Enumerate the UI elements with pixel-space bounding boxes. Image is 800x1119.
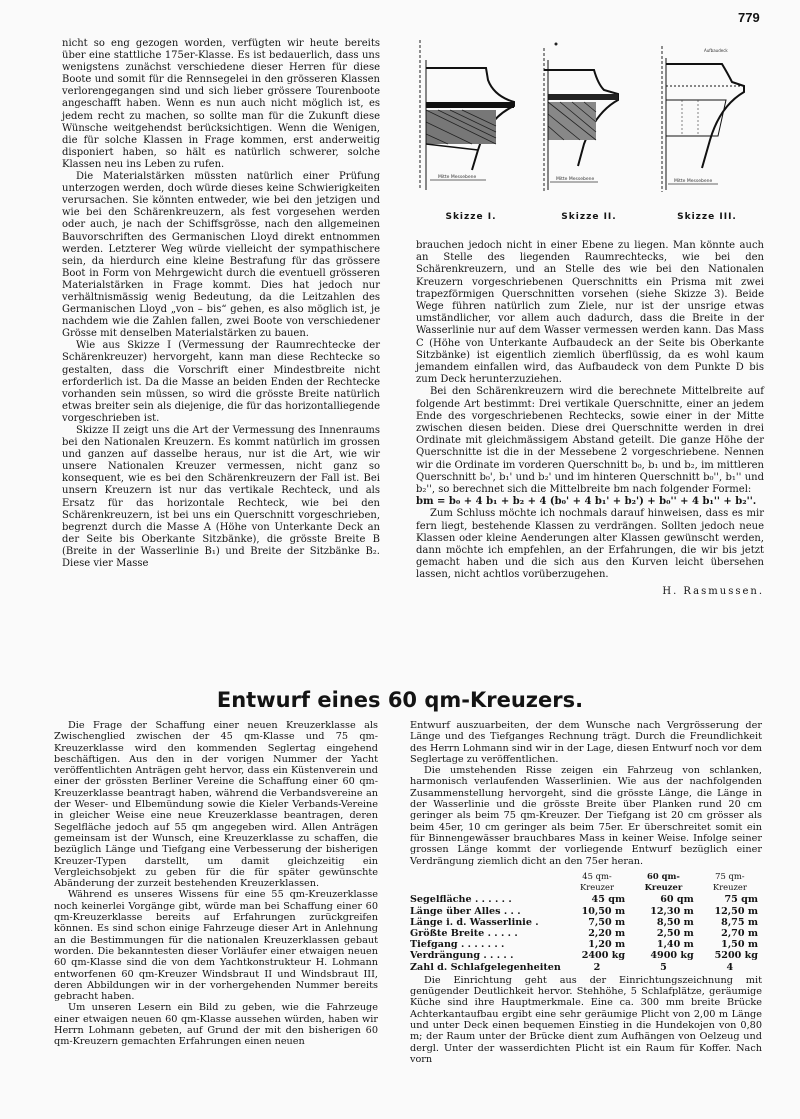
cell: 2	[593, 961, 601, 973]
svg-text:Mitte Messebene: Mitte Messebene	[556, 177, 595, 182]
table-row	[410, 928, 762, 939]
sketch-1-caption: Skizze I.	[445, 212, 497, 222]
table-header-blank	[410, 871, 565, 895]
table-header: 45 qm-Kreuzer	[580, 870, 614, 893]
cell: 8,50 m	[656, 916, 694, 928]
table-row	[410, 894, 762, 905]
cell: 10,50 m	[581, 905, 626, 917]
cell: 8,75 m	[721, 916, 758, 928]
top-right-column	[416, 240, 764, 598]
paragraph: Die Einrichtung geht aus der Einrichtungszeichnung mit genügender Deutlichkeit hervor. Stehhöhe, 5 Schlafplätze, geräumige Küche sind ihre Hauptmerkmale. Eine ca. 300 mm breite Brücke Achterkantaufbau ergibt eine sehr geräumige Plicht von 2,00 m Länge und unter Deck einen bequemen Einstieg in die Hundekojen von 0,80 m; der Raum unter der Brücke dient zum Aufhängen von Oelzeug und dergl. Unter der wasserdichten Plicht ist ein Raum für Koffer. Nach vorn	[410, 974, 762, 1065]
row-label: Tiefgang . . . . . . .	[410, 939, 505, 951]
table-row	[410, 950, 762, 961]
row-label: Größte Breite . . . . .	[410, 928, 518, 940]
cell: 12,30 m	[650, 905, 694, 917]
cell: 1,50 m	[721, 939, 758, 951]
sketch-1	[416, 40, 526, 205]
top-left-column	[62, 38, 380, 570]
row-label: Segelfläche . . . . . .	[410, 894, 512, 906]
row-label: Länge über Alles . . .	[410, 905, 521, 917]
cell: 1,20 m	[588, 939, 626, 951]
cell: 75 qm	[724, 894, 758, 906]
sketch-3-caption: Skizze III.	[677, 212, 737, 222]
sketch-2-caption: Skizze II.	[561, 212, 617, 222]
paragraph: Wie aus Skizze I (Vermessung der Raumrechtecke der Schärenkreuzer) hervorgeht, kann man diese Rechtecke so gestalten, dass die Vorschrift einer Mindestbreite nicht erforderlich ist. Da die Masse an beiden Enden der Rechtecke vorhanden sein müssen, so wird die grösste Breite natürlich etwas breiter sein als diejenige, die für das horizontalliegende vorgeschrieben ist.	[62, 340, 380, 424]
page-number: 779	[738, 10, 760, 25]
cell: 2400 kg	[581, 950, 626, 962]
cell: 1,40 m	[656, 939, 694, 951]
cell: 2,70 m	[721, 928, 758, 940]
cell: 2,20 m	[588, 928, 626, 940]
row-label: Zahl d. Schlafgelegenheiten	[410, 961, 561, 973]
paragraph: Entwurf auszuarbeiten, der dem Wunsche nach Vergrösserung der Länge und des Tiefganges Rechnung trägt. Durch die Freundlichkeit des Herrn Lohmann sind wir in der Lage, diesen Entwurf noch vor dem Seglertage zu veröffentlichen.	[410, 720, 762, 765]
cell: 45 qm	[591, 894, 626, 906]
svg-text:Mitte Messebene: Mitte Messebene	[438, 175, 477, 180]
author-signature: H. Rasmussen.	[662, 585, 764, 597]
formula: bm = b₀ + 4 b₁ + b₂ + 4 (b₀' + 4 b₁' + b₂') + b₀'' + 4 b₁'' + b₂''.	[416, 496, 757, 508]
table-header: 75 qm-Kreuzer	[712, 870, 747, 893]
paragraph: Die Frage der Schaffung einer neuen Kreuzerklasse als Zwischenglied zwischen der 45 qm-Klasse und 75 qm-Kreuzerklasse wird den kommenden Seglertag eingehend beschäftigen. Aus den in der vorigen Nummer der Yacht veröffentlichten Anträgen geht hervor, dass ein Küstenverein und einer der grössten Berliner Vereine die Schaffung einer 60 qm-Kreuzerklasse beantragt haben, während die Verbandsvereine an der Weser- und Elbemündung sowie die Kieler Verbands-Vereine in gleicher Weise eine neue Kreuzerklasse beantragen, deren Segelfläche jedoch auf 55 qm angegeben wird. Allen Anträgen gemeinsam ist der Wunsch, eine Kreuzerklasse zu schaffen, die bezüglich Länge und Tiefgang eine Verbesserung der bisherigen Kreuzer-Typen darstellt, um damit gleichzeitig ein Vergleichsobjekt zu geben für die für später gewünschte Abänderung der zurzeit bestehenden Kreuzerklassen.	[54, 720, 378, 890]
paragraph: Um unseren Lesern ein Bild zu geben, wie die Fahrzeuge einer etwaigen neuen 60 qm-Klasse aussehen würden, haben wir Herrn Lohmann gebeten, auf Grund der mit den bisherigen 60 qm-Kreuzern gemachten Erfahrungen einen neuen	[54, 1002, 378, 1048]
paragraph: Die Materialstärken müssten natürlich einer Prüfung unterzogen werden, doch würde dieses keine Schwierigkeiten verursachen. Sie könnten entweder, wie bei den jetzigen und wie bei den Schärenkreuzern, als fest vorgesehen werden oder auch, je nach der Schiffsgrösse, nach den allgemeinen Bauvorschriften des Germanischen Lloyd direkt entnommen werden. Letzterer Weg würde vielleicht der sympathischere sein, da hierdurch eine kleine Bestrafung für das grössere Boot in Form von Mehrgewicht durch die eventuell grösseren Materialstärken in Frage kommt. Dies hat jedoch nur verhältnismässig wenig Bedeutung, da die Leitzahlen des Germanischen Lloyd „von – bis“ gehen, es also möglich ist, je nachdem wie die Zahlen fallen, zwei Boote von verschiedener Grösse mit denselben Materialstärken zu bauen.	[62, 171, 380, 340]
cell: 5	[660, 961, 667, 973]
paragraph: Skizze II zeigt uns die Art der Vermessung des Innenraums bei den Nationalen Kreuzern. Es kommt natürlich im grossen und ganzen auf dasselbe heraus, nur ist die Art, wie wir unsere Nationalen Kreuzer vermessen, nicht ganz so konsequent, wie es bei den Schärenkreuzern der Fall ist. Bei unsern Kreuzern ist nur das vertikale Rechteck, und als Ersatz für das horizontale Rechteck, wie bei den Schärenkreuzern, ist bei uns ein Querschnitt vorgeschrieben, begrenzt durch die Masse A (Höhe von Unterkante Deck an der Seite bis Oberkante Sitzbänke), die grösste Breite B (Breite in der Wasserlinie B₁) und Breite der Sitzbänke B₂. Diese vier Masse	[62, 425, 380, 570]
table-row	[410, 962, 762, 973]
cell: 7,50 m	[588, 916, 626, 928]
paragraph: brauchen jedoch nicht in einer Ebene zu liegen. Man könnte auch an Stelle des liegenden Raumrechtecks, wie bei den Schärenkreuzern, und an Stelle des wie bei den Nationalen Kreuzern vorgeschriebenen Querschnitts ein Prisma mit zwei trapezförmigen Querschnitten vorsehen (siehe Skizze 3). Beide Wege führen natürlich zum Ziele, nur ist der unsrige etwas umständlicher, vor allem auch dadurch, dass die Breite in der Wasserlinie nur auf dem Wasser vermessen werden kann. Das Mass C (Höhe von Unterkante Aufbaudeck an der Seite bis Oberkante Sitzbänke) ist eigentlich ziemlich überflüssig, da es wohl kaum jemandem einfallen wird, das Aufbaudeck von dem Punkte D bis zum Deck herunterzuziehen.	[416, 240, 764, 386]
paragraph: Bei den Schärenkreuzern wird die berechnete Mittelbreite auf folgende Art bestimmt: Drei vertikale Querschnitte, einer an jedem Ende des vorgeschriebenen Rechtecks, sowie einer in der Mitte zwischen diesen beiden. Diese drei Querschnitte werden in drei Ordinate mit gleichmässigem Abstand geteilt. Die ganze Höhe der Querschnitte ist die in der Messebene 2 vorgeschriebene. Nennen wir die Ordinate im vorderen Querschnitt b₀, b₁ und b₂, im mittleren Querschnitt b₀', b₁' und b₂' und im hinteren Querschnitt b₀'', b₁'' und b₂'', so berechnet sich die Mittelbreite bm nach folgender Formel:	[416, 386, 764, 496]
table-row	[410, 939, 762, 950]
table-header: 60 qm-Kreuzer	[644, 870, 683, 893]
sketch-figures	[416, 40, 764, 230]
table-row	[410, 917, 762, 928]
paragraph: Zum Schluss möchte ich nochmals darauf hinweisen, dass es mir fern liegt, bestehende Klassen zu verdrängen. Sollten jedoch neue Klassen oder kleine Aenderungen alter Klassen gewünscht werden, dann möchte ich empfehlen, an der Erfahrungen, die wir bis jetzt gemacht haben und die sich aus den Kurven leicht übersehen lassen, nicht achtlos vorüberzugehen.	[416, 508, 764, 581]
bottom-left-column	[54, 720, 378, 1048]
svg-text:Aufbaudeck: Aufbaudeck	[704, 48, 728, 53]
table-row	[410, 906, 762, 917]
paragraph: Die umstehenden Risse zeigen ein Fahrzeug von schlanken, harmonisch verlaufenden Wasserlinien. Wie aus der nachfolgenden Zusammenstellung hervorgeht, sind die grösste Länge, die Länge in der Wasserlinie und die grösste Breite über Planken rund 20 cm geringer als beim 75 qm-Kreuzer. Der Tiefgang ist 20 cm grösser als beim 45er, 10 cm geringer als beim 75er. Er überschreitet somit ein für Binnengewässer brauchbares Mass in keiner Weise. Infolge seiner grossen Länge kommt der vorliegende Entwurf bezüglich einer Verdrängung ziemlich dicht an den 75er heran.	[410, 765, 762, 867]
sketch-3	[652, 40, 762, 205]
paragraph: Während es unseres Wissens für eine 55 qm-Kreuzerklasse noch keinerlei Vorgänge gibt, würde man bei Schaffung einer 60 qm-Kreuzerklasse bereits auf Erfahrungen zurückgreifen können. Es sind schon einige Fahrzeuge dieser Art in Anlehnung an die Bestimmungen für die nationalen Kreuzerklassen gebaut worden. Die bekanntesten dieser Vorläufer einer etwaigen neuen 60 qm-Klasse sind die von dem Yachtkonstrukteur H. Lohmann entworfenen 60 qm-Kreuzer Windsbraut II und Windsbraut III, deren Abbildungen wir in der vorhergehenden Nummer bereits gebracht haben.	[54, 889, 378, 1003]
cell: 4900 kg	[650, 950, 694, 962]
table-header-row	[410, 871, 762, 895]
cell: 12,50 m	[714, 905, 758, 917]
cell: 2,50 m	[656, 928, 694, 940]
cell: 5200 kg	[714, 950, 758, 962]
cell: 60 qm	[660, 894, 694, 906]
row-label: Länge i. d. Wasserlinie .	[410, 916, 539, 928]
cell: 4	[726, 961, 734, 973]
row-label: Verdrängung . . . . .	[410, 950, 514, 962]
svg-text:Mitte Messebene: Mitte Messebene	[674, 179, 713, 184]
article-headline: Entwurf eines 60 qm-Kreuzers.	[216, 688, 584, 712]
specs-table	[410, 871, 762, 973]
sketch-2	[534, 40, 644, 205]
paragraph: nicht so eng gezogen worden, verfügten wir heute bereits über eine stattliche 175er-Klasse. Es ist bedauerlich, dass uns wenigstens zunächst verschiedene dieser Herren für diese Boote und somit für die Rennsegelei in den grösseren Klassen verlorengegangen sind und sich lieber grössere Tourenboote angeschafft haben. Wenn es nun auch nicht möglich ist, es jedem recht zu machen, so sollte man für die Zukunft diese Wünsche weitgehendst berücksichtigen. Wenn die Wenigen, die für solche Klassen in Frage kommen, erst anderweitig disponiert haben, so hält es natürlich schwerer, solche Klassen neu ins Leben zu rufen.	[62, 38, 380, 170]
bottom-right-column	[410, 720, 762, 1065]
